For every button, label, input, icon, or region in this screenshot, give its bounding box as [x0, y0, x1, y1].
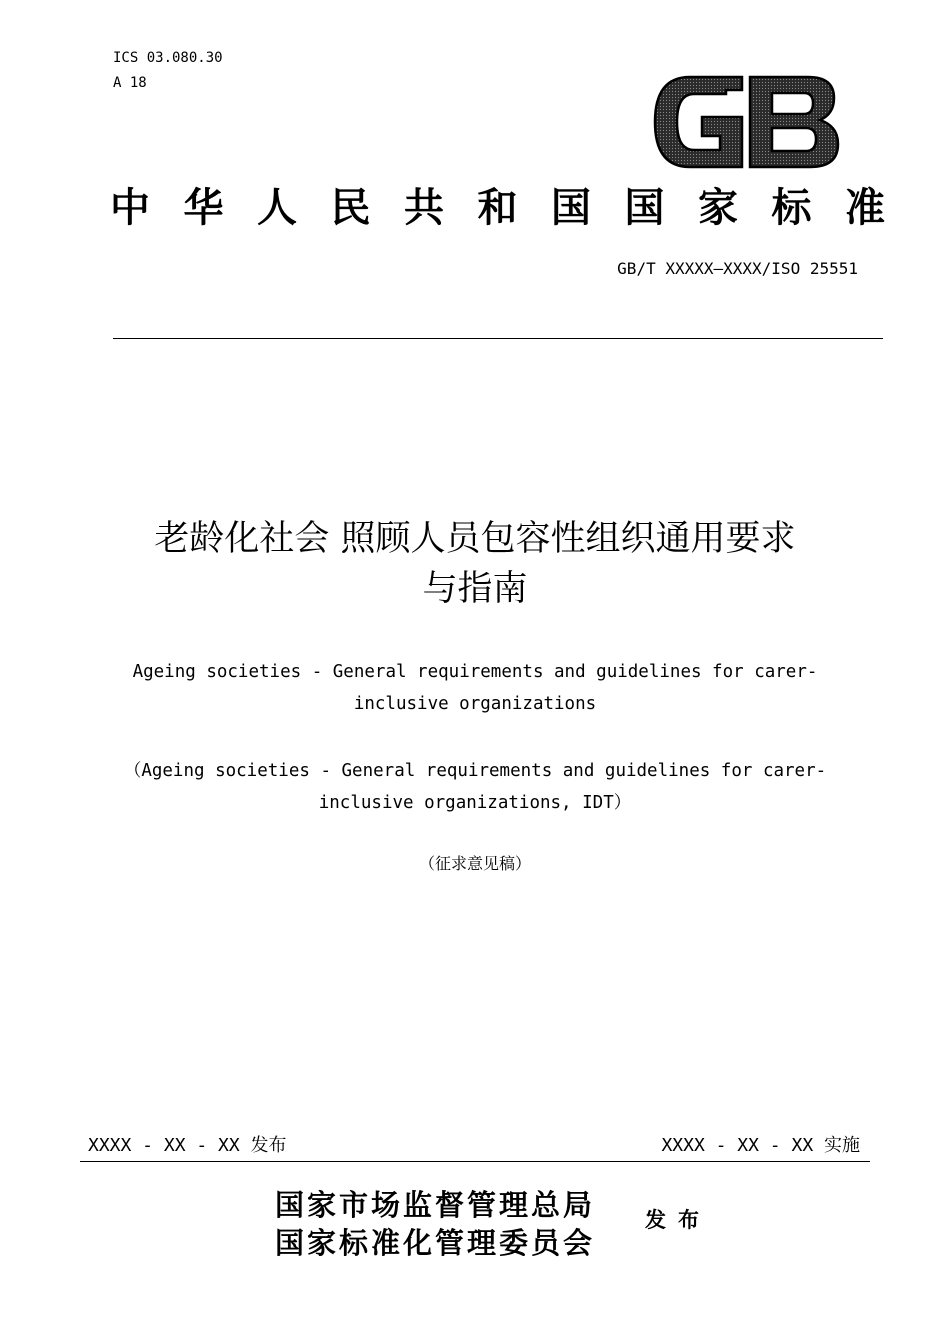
chinese-title-line: 与指南 — [422, 569, 528, 609]
gb-logo-g-shape — [655, 77, 742, 167]
title-char: 国 — [551, 184, 591, 231]
chinese-title-line: 老龄化社会 照顾人员包容性组织通用要求 — [154, 519, 796, 559]
issuer-name: 国家标准化管理委员会 — [275, 1226, 596, 1260]
title-char: 和 — [477, 184, 518, 231]
title-char: 标 — [771, 184, 812, 231]
classification-code: A 18 — [113, 75, 147, 91]
title-char: 国 — [624, 184, 665, 231]
footer-divider — [80, 1161, 870, 1162]
ics-code: ICS 03.080.30 — [113, 50, 223, 66]
english-title-line: Ageing societies - General requirements and guidelines for carer- — [132, 662, 818, 682]
gb-logo — [650, 72, 840, 172]
title-char: 华 — [183, 184, 224, 231]
title-char: 人 — [257, 184, 297, 231]
gb-logo-text: GB — [650, 72, 652, 73]
implementation-date: XXXX - XX - XX 实施 — [661, 1135, 860, 1156]
issuing-authorities — [275, 1186, 595, 1262]
title-char: 中 — [110, 184, 150, 231]
english-title — [60, 656, 890, 720]
title-char: 准 — [845, 184, 885, 231]
equivalence-line: （Ageing societies - General requirements and guidelines for carer- — [123, 761, 827, 781]
title-char: 家 — [698, 184, 738, 231]
english-title-line: inclusive organizations — [353, 694, 597, 714]
publish-label: 发布 — [645, 1207, 711, 1232]
national-standard-title — [110, 180, 885, 236]
issue-date: XXXX - XX - XX 发布 — [88, 1135, 287, 1156]
gb-logo-b-shape — [750, 77, 838, 167]
issuer-name: 国家市场监督管理总局 — [275, 1188, 596, 1222]
header-divider — [113, 338, 883, 339]
standard-number: GB/T XXXXX—XXXX/ISO 25551 — [617, 259, 858, 278]
equivalence-line: inclusive organizations, IDT） — [318, 793, 632, 813]
draft-status: （征求意见稿） — [418, 854, 531, 873]
title-char: 民 — [330, 184, 371, 231]
chinese-title — [60, 514, 890, 614]
equivalence-note — [60, 755, 890, 819]
title-char: 共 — [404, 184, 444, 231]
